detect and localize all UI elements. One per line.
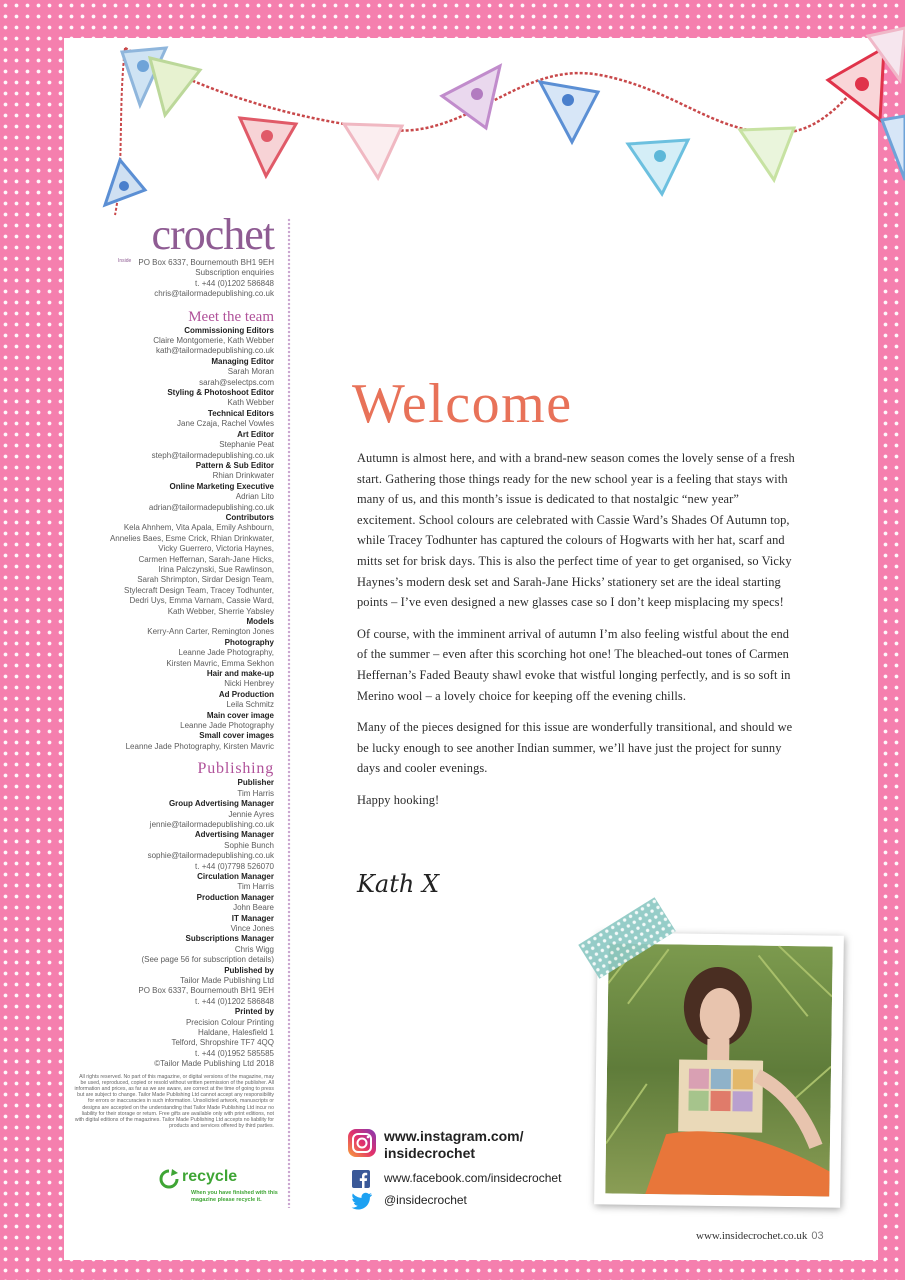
role-value: t. +44 (0)1952 585585 [195,1048,274,1058]
role-title: Contributors [225,512,274,522]
subscription-label: Subscription enquiries [195,268,274,278]
publishing-list [74,778,274,1069]
role-title: Production Manager [196,892,274,902]
instagram-line1: www.instagram.com/ [384,1128,524,1144]
team-list [74,326,274,753]
role-value: Tim Harris [237,882,274,892]
role-title: Advertising Manager [194,830,274,840]
logo-small-text: Inside [118,258,132,264]
bunting-illustration [0,0,905,240]
role-value: Sarah Shrimpton, Sirdar Design Team, [137,575,274,585]
role-title: Circulation Manager [197,871,274,881]
twitter-icon[interactable] [351,1192,373,1210]
paragraph: Autumn is almost here, and with a brand-new season comes the lovely sense of a fresh start. Gathering those things ready for the new school year is a feeling that stays with many of us, and this month’s issue is dedicated to that nostalgic “new year” excitement. School colours are celebrated with Cassie Ward’s Shades Of Autumn top, while Tracey Todhunter has captured the colours of Hogwarts with her hat, scarf and mitts set for brisk days. This is also the perfect time of year to get organised, so Vicky Haynes’s modern desk set and Sarah-Jane Hicks’ stationery set are the ideal starting points – I’ve even designed a new glasses case so I don’t keep misplacing my specs! [357,451,795,610]
flag [105,160,145,205]
flag [882,116,905,180]
role-value: Leila Schmitz [226,700,274,710]
role-value: Stylecraft Design Team, Tracey Todhunter, [123,585,274,595]
role-value: (See page 56 for subscription details) [141,955,274,965]
role-value: Kath Webber, Sherrie Yabsley [167,606,274,616]
role-value: Jane Czaja, Rachel Vowles [177,419,274,429]
role-value: Kela Ahnhem, Vita Apala, Emily Ashbourn, [123,523,274,533]
flag [150,58,200,115]
role-value: Haldane, Halesfield 1 [197,1028,274,1038]
facebook-icon[interactable] [352,1170,370,1188]
role-value: t. +44 (0)1202 586848 [195,996,274,1006]
column-divider [287,218,291,1208]
instagram-icon[interactable] [347,1128,377,1158]
role-value: Claire Montgomerie, Kath Webber [153,336,274,346]
model-photo [605,943,832,1196]
article-body [357,448,799,822]
page-footer [696,1230,824,1242]
flag [628,140,688,194]
signature [355,862,445,908]
role-value: steph@tailormadepublishing.co.uk [151,450,274,460]
address: PO Box 6337, Bournemouth BH1 9EH [138,258,274,267]
role-value: John Beare [233,903,274,913]
role-title: Commissioning Editors [184,325,274,335]
recycle-subtext: When you have finished with this magazine please recycle it. [191,1190,278,1203]
role-title: Ad Production [218,689,274,699]
role-title: Styling & Photoshoot Editor [167,388,274,398]
role-title: Art Editor [237,429,274,439]
role-title: Hair and make-up [206,669,274,679]
photo-frame [594,932,844,1207]
role-title: Managing Editor [211,356,274,366]
role-value: Kerry-Ann Carter, Remington Jones [147,627,274,637]
role-value: Dedri Uys, Emma Varnam, Cassie Ward, [129,596,274,606]
role-value: Tim Harris [237,788,274,798]
role-title: Small cover images [199,731,274,741]
instagram-link[interactable] [384,1128,524,1162]
flag [442,66,500,128]
team-heading: Meet the team [188,308,274,325]
logo-text: crochet [151,210,274,259]
publishing-heading: Publishing [197,760,274,778]
role-value: Sarah Moran [227,367,274,377]
role-value: Kath Webber [227,398,274,408]
email: chris@tailormadepublishing.co.uk [154,289,274,299]
flag [540,82,598,142]
role-title: Models [246,617,274,626]
role-value: kath@tailormadepublishing.co.uk [156,346,274,356]
paragraph: Of course, with the imminent arrival of autumn I’m also feeling wistful about the end of the summer – even after this scorching hot one! The bleached-out tones of Carmen Heffernan’s Faded Beauty shawl evoke that wistful longing perfectly, and is so soft in Merino wool – a lovely choice for keeping off the evening chills. [357,626,791,703]
role-value: Sophie Bunch [224,840,274,850]
role-title: Subscriptions Manager [185,934,274,944]
role-title: Photography [224,637,274,647]
role-value: Precision Colour Printing [185,1017,274,1027]
role-value: Adrian Lito [235,492,274,502]
role-value: Rhian Drinkwater [212,471,274,481]
role-title: Online Marketing Executive [169,481,274,491]
recycle-word: recycle [182,1168,238,1185]
paragraph: Happy hooking! [357,792,440,807]
role-value: ©Tailor Made Publishing Ltd 2018 [154,1059,274,1069]
role-value: Leanne Jade Photography, [178,648,274,658]
role-value: t. +44 (0)7798 526070 [195,861,274,871]
role-value: Chris Wigg [234,944,274,954]
flag [344,124,402,178]
recycle-icon [158,1168,180,1190]
role-title: IT Manager [231,913,274,923]
paragraph: Many of the pieces designed for this issue are wonderfully transitional, and should we be lucky enough to see another Indian summer, we’ll have just the project for sunny days and cooler evenings. [357,720,793,776]
role-value: jennie@tailormadepublishing.co.uk [149,819,274,829]
role-value: PO Box 6337, Bournemouth BH1 9EH [138,986,274,996]
role-value: Vicky Guerrero, Victoria Haynes, [158,544,274,554]
role-value: adrian@tailormadepublishing.co.uk [148,502,274,512]
role-value: Kirsten Mavric, Emma Sekhon [166,658,274,668]
recycle-logo [158,1166,288,1210]
flag [240,118,296,176]
role-value: Carmen Heffernan, Sarah-Jane Hicks, [138,554,274,564]
page-number: 03 [811,1230,824,1242]
role-value: Nicki Henbrey [224,679,274,689]
role-title: Pattern & Sub Editor [195,460,274,470]
role-value: Annelies Baes, Esme Crick, Rhian Drinkwater, [109,533,274,543]
masthead-column [74,212,274,1129]
article-heading: Welcome [352,373,573,435]
role-value: Tailor Made Publishing Ltd [180,976,274,985]
facebook-link[interactable]: www.facebook.com/insidecrochet [384,1171,562,1185]
role-title: Technical Editors [207,408,274,418]
role-value: Stephanie Peat [219,440,274,450]
role-title: Group Advertising Manager [168,799,274,809]
role-value: sarah@selectps.com [199,377,274,387]
role-value: sophie@tailormadepublishing.co.uk [147,851,274,861]
role-title: Printed by [234,1007,274,1017]
role-value: Telford, Shropshire TF7 4QQ [171,1038,274,1048]
flag [828,48,884,120]
role-value: Jennie Ayres [228,809,274,819]
signature-text: Kath X [357,870,440,898]
role-title: Published by [224,965,274,975]
role-value: Vince Jones [230,923,274,933]
role-value: Leanne Jade Photography [180,721,274,731]
role-value: Leanne Jade Photography, Kirsten Mavric [125,741,274,751]
role-title: Publisher [237,778,274,788]
instagram-line2: insidecrochet [384,1145,476,1161]
role-value: Irina Palczynski, Sue Rawlinson, [158,564,274,574]
flag [740,128,794,180]
footer-url[interactable]: www.insidecrochet.co.uk [696,1230,808,1242]
fine-print: All rights reserved. No part of this magazine, or digital versions of the magazine, may be used, reproduced, copied or resold without written permission of the publisher. All information and prices, as far as we are aware, are correct at the time of going to press but are subject to change. Tailor Made Publishing Ltd cannot accept any responsibility for errors or inaccuracies in such information. Unsolicited artwork, manuscripts or designs are accepted on the understanding that Tailor Made Publishing Ltd incur no liability for their storage or return. Free gifts are available only with print editions, not with digital editions of the magazines. Tailor Made Publishing Ltd accepts no liability for products and services offered by third parties. [74,1073,274,1130]
phone: t. +44 (0)1202 586848 [195,278,274,288]
role-title: Main cover image [206,710,274,720]
twitter-handle[interactable]: @insidecrochet [384,1193,467,1207]
